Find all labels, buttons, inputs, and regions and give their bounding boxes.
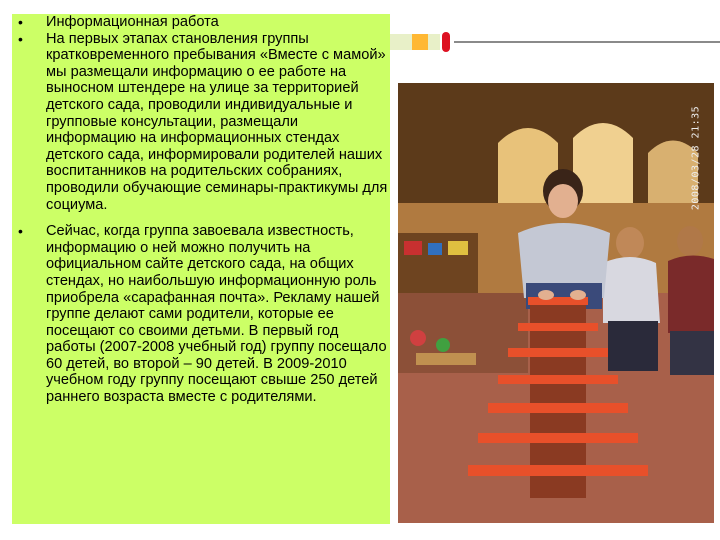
classroom-photo bbox=[398, 83, 714, 523]
bullet-item bbox=[12, 223, 390, 406]
bullet-text: Информационная работа bbox=[46, 14, 219, 30]
toy bbox=[404, 241, 422, 255]
bullet-text: Сейчас, когда группа завоевала известность, информацию о ней можно получить на официальном сайте детского сада, на общих стендах, но наибольшую информационную роль приобрела «сарафанная почта». Рекламу нашей группе делают сами родители, которые ее посещают со своими детьми. В первый год работы (2007-2008 учебный год) группу посещало 60 детей, во второй – 90 детей. В 2009-2010 учебном году группу посещают свыше 250 детей раннего возраста вместе с родителями. bbox=[46, 223, 387, 406]
ladder-rung bbox=[468, 465, 648, 476]
photo-timestamp bbox=[688, 98, 704, 218]
ladder-rung bbox=[478, 433, 638, 443]
bullet-marker: • bbox=[18, 223, 23, 240]
bullet-text: На первых этапах становления группы кратковременного пребывания «Вместе с мамой» мы размещали информацию о ее работе на выносном штендере на улице за территорией детского сада, проводили индивидуальные и групповые консультации, размещали информацию на информационных стендах детского сада, информировали родителей наших воспитанников на родительских собраниях, проводили обучающие семинары-практикумы для социума. bbox=[46, 30, 388, 213]
person-body bbox=[668, 255, 714, 333]
hand bbox=[538, 290, 554, 300]
bullet-item-heading bbox=[12, 14, 390, 31]
person-legs bbox=[670, 331, 714, 375]
bar-segment bbox=[428, 34, 440, 50]
toy bbox=[428, 243, 442, 255]
toy bbox=[436, 338, 450, 352]
text-panel bbox=[12, 14, 390, 524]
hand bbox=[570, 290, 586, 300]
red-marker bbox=[442, 32, 450, 52]
bullet-list bbox=[12, 14, 390, 406]
bullet-marker: • bbox=[18, 14, 23, 30]
person-head bbox=[616, 227, 644, 259]
photo-illustration bbox=[398, 83, 714, 523]
ladder-rung bbox=[498, 375, 618, 384]
divider-line bbox=[454, 41, 720, 43]
timestamp-text: 2008/03/28 21:35 bbox=[690, 105, 702, 211]
toy bbox=[410, 330, 426, 346]
bar-segment bbox=[390, 34, 412, 50]
person-face bbox=[548, 184, 578, 218]
ladder-rung bbox=[488, 403, 628, 413]
person-body bbox=[603, 257, 660, 323]
bullet-marker: • bbox=[18, 30, 23, 47]
toy bbox=[448, 241, 468, 255]
ladder-rung bbox=[508, 348, 608, 357]
ladder-rung bbox=[518, 323, 598, 331]
person-head bbox=[677, 226, 703, 256]
bullet-item bbox=[12, 31, 390, 214]
bar-segment-orange bbox=[412, 34, 428, 50]
person-legs bbox=[608, 321, 658, 371]
toy-block bbox=[416, 353, 476, 365]
